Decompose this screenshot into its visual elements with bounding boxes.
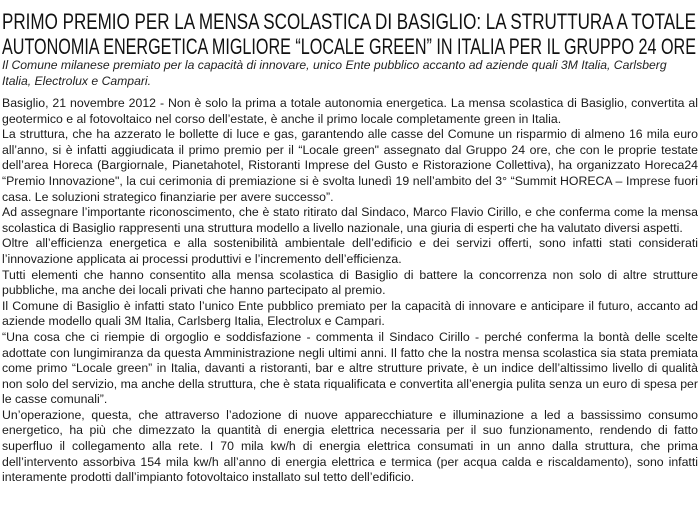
article-body xyxy=(2,96,698,486)
paragraph-mayor-quote: “Una cosa che ci riempie di orgoglio e soddisfazione - commenta il Sindaco Cirillo - perché conferma la bontà delle scelte adottate con lungimiranza da questa Amministrazione negli ultimi anni. Il fatto che la nostra mensa scolastica sia stata premiata come primo “Locale green” in Italia, davanti a ristoranti, bar e altre strutture private, è un indice dell’altissimo livello di qualità non solo del servizio, ma anche della struttura, che è stata riqualificata e convertita all’energia pulita senza un euro di spesa per le casse comunali”. xyxy=(2,329,698,407)
headline-line-2 xyxy=(2,36,698,58)
paragraph-competition: Tutti elementi che hanno consentito alla mensa scolastica di Basiglio di battere la concorrenza non solo di altre strutture pubbliche, ma anche dei locali privati che hanno partecipato al premio. xyxy=(2,267,698,298)
headline-line-1-text: PRIMO PREMIO PER LA MENSA SCOLASTICA DI BASIGLIO: LA STRUTTURA A TOTALE xyxy=(2,9,696,34)
paragraph-efficiency: Oltre all’efficienza energetica e alla sostenibilità ambientale dell’edificio e dei servizi offerti, sono infatti stati considerati l’innovazione applicata ai processi produttivi e l’incremento dell’efficienza. xyxy=(2,236,698,266)
paragraph-recognition: Ad assegnare l’importante riconoscimento, che è stato ritirato dal Sindaco, Marco Flavio Cirillo, e che conferma come la mensa scolastica di Basiglio rappresenti una struttura modello a livello nazionale, una giuria di esperti che ha valutato diversi aspetti. xyxy=(2,205,698,235)
paragraph-public-entity: Il Comune di Basiglio è infatti stato l’unico Ente pubblico premiato per la capacità di innovare e anticipare il futuro, accanto ad aziende modello quali 3M Italia, Carlsberg Italia, Electrolux e Campari. xyxy=(2,298,698,329)
paragraph-intro: Basiglio, 21 novembre 2012 - Non è solo la prima a totale autonomia energetica. La mensa scolastica di Basiglio, convertita al geotermico e al fotovoltaico nel corso dell’estate, è anche il primo locale completamente green in Italia. xyxy=(2,96,698,126)
subheadline: Il Comune milanese premiato per la capacità di innovare, unico Ente pubblico accanto ad aziende quali 3M Italia, Carlsberg Italia, Electrolux e Campari. xyxy=(2,58,667,88)
paragraph-energy-details: Un’operazione, questa, che attraverso l’adozione di nuove apparecchiature e illuminazione a led a bassissimo consumo energetico, ha più che dimezzato la quantità di energia elettrica necessaria per il suo funzionamento, rendendo di fatto superfluo il collegamento alla rete. I 70 mila kw/h di energia elettrica consumati in un anno dalla struttura, che prima dell’intervento assorbiva 154 mila kw/h all’anno di energia elettrica e termica (per acqua calda e riscaldamento), sono infatti interamente prodotti dall’impianto fotovoltaico installato sul tetto dell’edificio. xyxy=(2,407,698,485)
headline-line-2-text: AUTONOMIA ENERGETICA MIGLIORE “LOCALE GREEN” IN ITALIA PER IL GRUPPO 24 ORE xyxy=(2,34,696,59)
paragraph-award: La struttura, che ha azzerato le bollette di luce e gas, garantendo alle casse del Comune un risparmio di almeno 16 mila euro all’anno, si è infatti aggiudicata il primo premio per il “Locale green" assegnato dal Gruppo 24 ore, che con le proprie testate dell’area Horeca (Bargiornale, Pianetahotel, Ristoranti Imprese del Gusto e Ristorazione Collettiva), ha organizzato Horeca24 “Premio Innovazione", la cui cerimonia di premiazione si è svolta lunedì 19 nell’ambito del 3° “Summit HORECA – Imprese fuori casa. Le soluzioni strategico finanziarie per avere successo”. xyxy=(2,127,698,204)
headline-line-1 xyxy=(2,11,698,33)
